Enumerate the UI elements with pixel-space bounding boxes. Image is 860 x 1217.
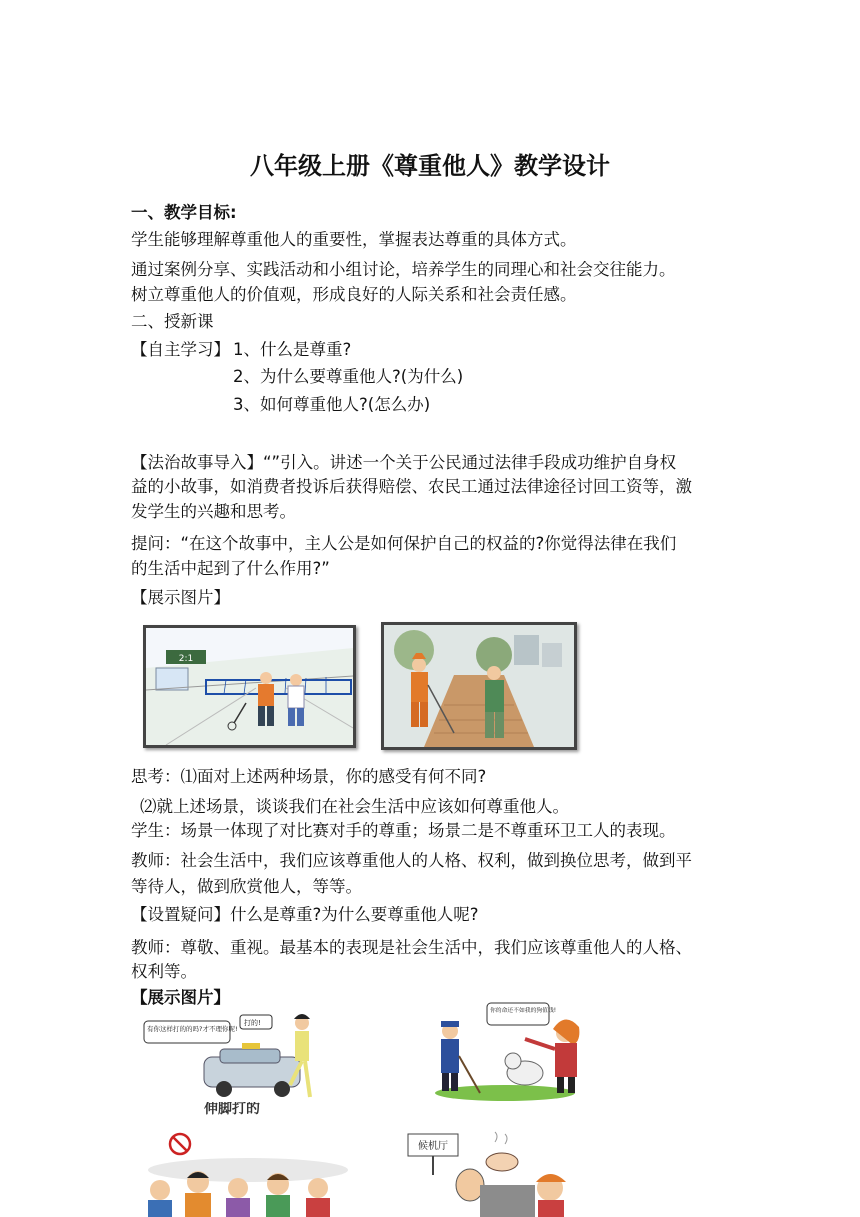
- ask-line-2: 的生活中起到了什么作用?”: [131, 559, 330, 578]
- story-line-3: 发学生的兴趣和思考。: [131, 502, 296, 521]
- show-picture-label-2: 【展示图片】: [131, 988, 230, 1007]
- badminton-illustration: [146, 628, 353, 745]
- question-2: 2、为什么要尊重他人?(为什么): [233, 367, 464, 386]
- taxi-bubble-2: 打的!: [244, 1019, 261, 1027]
- score-board-text: 2:1: [178, 654, 194, 664]
- question-3: 3、如何尊重他人?(怎么办): [233, 395, 431, 414]
- badminton-picture: [143, 625, 356, 748]
- smoking-crowd-cartoon: [138, 1130, 358, 1217]
- dog-cartoon: [425, 1001, 610, 1103]
- think-1: 思考：⑴面对上述两种场景，你的感受有何不同?: [131, 767, 487, 786]
- taxi-cartoon: [142, 1007, 332, 1107]
- street-sweeper-picture: [381, 622, 577, 750]
- taxi-cartoon-caption: 伸脚打的: [204, 1102, 260, 1116]
- smoking-crowd-illustration: [138, 1130, 358, 1217]
- set-doubt: 【设置疑问】什么是尊重?为什么要尊重他人呢?: [131, 905, 479, 924]
- taxi-cartoon-illustration: [142, 1007, 332, 1107]
- ask-line-1: 提问：“在这个故事中，主人公是如何保护自己的权益的?你觉得法律在我们: [131, 534, 677, 553]
- airport-lounge-cartoon: [400, 1130, 585, 1217]
- airport-lounge-illustration: [400, 1130, 585, 1217]
- dog-cartoon-bubble: 你的命还不如我的狗值钱!: [490, 1008, 557, 1014]
- goal-3: 树立尊重他人的价值观，形成良好的人际关系和社会责任感。: [131, 285, 577, 304]
- teacher-line-1b: 等待人，做到欣赏他人，等等。: [131, 877, 362, 896]
- section-heading-goals: 一、教学目标:: [131, 203, 237, 222]
- teacher-line-2b: 权利等。: [131, 962, 197, 981]
- goal-2: 通过案例分享、实践活动和小组讨论，培养学生的同理心和社会交往能力。: [131, 260, 676, 279]
- airport-sign: 候机厅: [418, 1141, 448, 1152]
- story-line-1: 【法治故事导入】“”引入。讲述一个关于公民通过法律手段成功维护自身权: [131, 453, 677, 472]
- student-answer: 学生：场景一体现了对比赛对手的尊重；场景二是不尊重环卫工人的表现。: [131, 821, 676, 840]
- street-sweeper-illustration: [384, 625, 574, 747]
- section-heading-new-lesson: 二、授新课: [131, 312, 214, 331]
- self-study-tag: 【自主学习】: [131, 340, 230, 359]
- teacher-line-2a: 教师：尊敬、重视。最基本的表现是社会生活中，我们应该尊重他人的人格、: [131, 938, 692, 957]
- show-picture-label-1: 【展示图片】: [131, 588, 230, 607]
- story-line-2: 益的小故事，如消费者投诉后获得赔偿、农民工通过法律途径讨回工资等，激: [131, 477, 692, 496]
- think-2: ⑵就上述场景，谈谈我们在社会生活中应该如何尊重他人。: [140, 797, 569, 816]
- page-title: 八年级上册《尊重他人》教学设计: [250, 152, 610, 180]
- teacher-line-1a: 教师：社会生活中，我们应该尊重他人的人格、权利，做到换位思考，做到平: [131, 851, 692, 870]
- goal-1: 学生能够理解尊重他人的重要性，掌握表达尊重的具体方式。: [131, 230, 577, 249]
- question-1: 1、什么是尊重?: [233, 340, 352, 359]
- taxi-bubble-1: 有你这样打的的吗?才不理你呢!: [147, 1025, 238, 1033]
- dog-cartoon-illustration: [425, 1001, 610, 1103]
